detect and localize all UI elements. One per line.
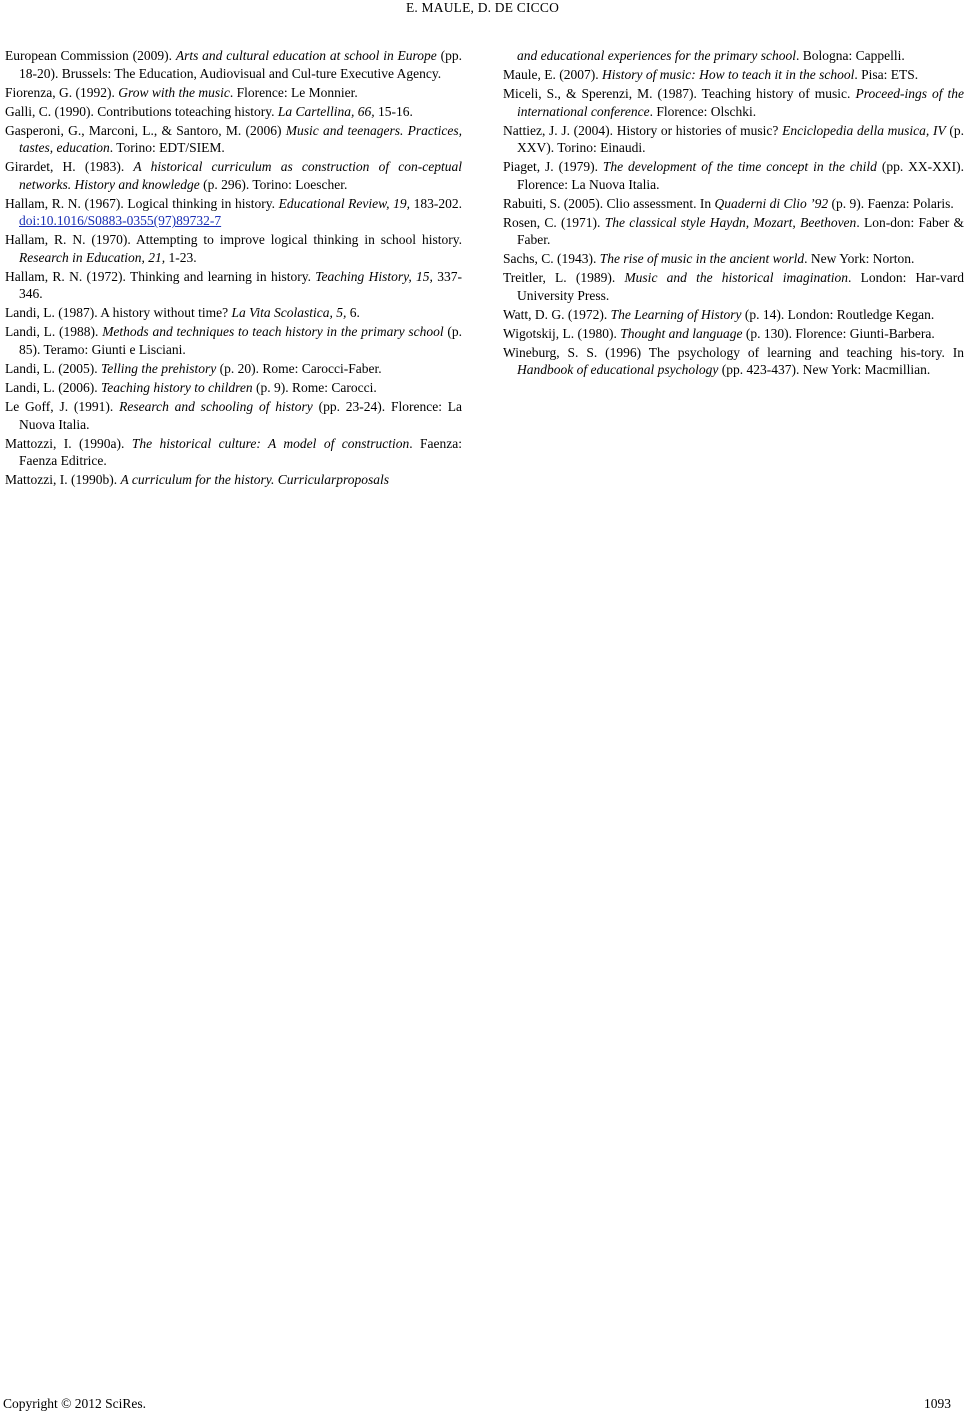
reference-title: Thought and language [620, 325, 743, 341]
reference-text: European Commission (2009). [5, 48, 176, 63]
reference-entry [503, 85, 964, 120]
reference-details: (p. 85). Teramo: Giunti e Lisciani. [19, 324, 463, 358]
reference-entry [5, 268, 462, 303]
reference-title: Handbook of educational psychology [517, 362, 719, 378]
reference-title: History of music: How to teach it in the school [601, 66, 855, 82]
reference-text: Fiorenza, G. (1992). [5, 84, 119, 100]
reference-entry [503, 158, 964, 193]
reference-text: Landi, L. (1988). [5, 324, 103, 340]
reference-details: . London: Har-vard University Press. [517, 270, 964, 303]
reference-title: Educational Review, 19, [278, 195, 411, 211]
reference-entry [503, 122, 964, 157]
reference-details: 6. [346, 305, 360, 321]
reference-details: (pp. 423-437). New York: Macmillian. [718, 362, 931, 378]
reference-text: Landi, L. (2006). [5, 379, 101, 395]
reference-title: The development of the time concept in the child [602, 159, 877, 175]
reference-entry [5, 304, 462, 322]
reference-text: Nattiez, J. J. (2004). History or histories of music? [503, 122, 783, 138]
reference-details: (p. 130). Florence: Giunti-Barbera. [742, 325, 935, 341]
reference-entry [503, 214, 964, 249]
reference-text: Rabuiti, S. (2005). Clio assessment. In [503, 195, 715, 211]
reference-title: La Vita Scolastica, 5, [231, 305, 347, 321]
reference-text: Landi, L. (2005). [5, 361, 101, 376]
reference-text: Girardet, H. (1983). [5, 159, 134, 175]
reference-title: A historical curriculum as construction of con-ceptual networks. History and knowledge [19, 159, 462, 192]
reference-details: 183-202. [410, 195, 462, 211]
reference-title: A curriculum for the history. Curricularproposals [120, 472, 389, 488]
reference-entry [5, 231, 462, 266]
reference-entry [5, 435, 462, 470]
reference-details: (pp. XX-XXI). Florence: La Nuova Italia. [517, 159, 965, 192]
reference-text: Hallam, R. N. (1972). Thinking and learning in history. [5, 268, 316, 284]
reference-details: 337-346. [19, 268, 462, 302]
reference-title: The historical culture: A model of construction [131, 435, 410, 451]
reference-title: Arts and cultural education at school in Europe [175, 48, 437, 63]
reference-details: (pp. 18-20). Brussels: The Education, Audiovisual and Cul-ture Executive Agency. [19, 48, 463, 81]
reference-details: . New York: Norton. [804, 251, 915, 267]
reference-entry [503, 195, 964, 213]
reference-text: Mattozzi, I. (1990a). [5, 435, 132, 451]
reference-entry [5, 122, 462, 157]
reference-title: The rise of music in the ancient world [599, 251, 805, 267]
reference-text: Piaget, J. (1979). [503, 159, 603, 175]
reference-title: The classical style Haydn, Mozart, Beethoven [604, 214, 857, 230]
reference-text: Le Goff, J. (1991). [5, 398, 120, 414]
reference-entry [503, 344, 964, 379]
reference-entry [5, 195, 462, 230]
reference-details: (p. 296). Torino: Loescher. [199, 176, 348, 192]
reference-text: Galli, C. (1990). Contributions toteaching history. [5, 103, 278, 119]
reference-title: Research and schooling of history [119, 398, 313, 414]
reference-text: Hallam, R. N. (1970). Attempting to improve logical thinking in school history. [5, 232, 462, 248]
reference-title: Research in Education, 21, [19, 249, 166, 265]
page-number: 1093 [924, 1396, 951, 1411]
running-head: E. MAULE, D. DE CICCO [405, 0, 560, 15]
reference-entry [5, 47, 462, 82]
reference-title: La Cartellina, 66, [277, 103, 375, 119]
reference-text: Miceli, S., & Sperenzi, M. (1987). Teaching history of music. [503, 85, 856, 101]
reference-title: Enciclopedia della musica, IV [782, 122, 946, 138]
reference-details: (p. XXV). Torino: Einaudi. [517, 122, 965, 156]
reference-details: . Pisa: ETS. [854, 66, 919, 82]
reference-entry [503, 269, 964, 304]
reference-text: Rosen, C. (1971). [503, 214, 605, 230]
reference-details: (p. 14). London: Routledge Kegan. [741, 306, 935, 322]
reference-entry [503, 66, 964, 84]
reference-text: Treitler, L. (1989). [503, 270, 625, 286]
reference-entry [503, 47, 964, 65]
reference-text: Sachs, C. (1943). [503, 251, 600, 267]
reference-details: . Lon-don: Faber & Faber. [517, 214, 965, 248]
reference-entry [5, 158, 462, 193]
reference-title: The Learning of History [610, 306, 742, 322]
reference-details: 1-23. [165, 249, 197, 265]
reference-entry [5, 360, 462, 378]
doi-link[interactable]: doi:10.1016/S0883-0355(97)89732-7 [19, 213, 222, 229]
reference-details: . Torino: EDT/SIEM. [109, 140, 225, 156]
reference-entry [503, 306, 964, 324]
reference-entry [5, 84, 462, 102]
reference-title: Music and teenagers. Practices, tastes, education [19, 122, 462, 156]
reference-details: (p. 9). Rome: Carocci. [252, 379, 377, 395]
reference-title: and educational experiences for the primary school [517, 48, 796, 63]
reference-details: . Bologna: Cappelli. [795, 48, 905, 63]
reference-entry [5, 103, 462, 121]
reference-entry [503, 250, 964, 268]
reference-title: Proceed-ings of the international conference [517, 85, 965, 119]
references-right-column [503, 47, 964, 380]
reference-details: . Florence: Olschki. [649, 103, 757, 119]
reference-text: Hallam, R. N. (1967). Logical thinking in history. [5, 195, 279, 211]
reference-title: Teaching history to children [100, 379, 253, 395]
reference-text: Gasperoni, G., Marconi, L., & Santoro, M. (2006) [5, 122, 286, 138]
copyright-notice: Copyright © 2012 SciRes. [3, 1396, 147, 1411]
reference-text: Wigotskij, L. (1980). [503, 325, 621, 341]
reference-details: (pp. 23-24). Florence: La Nuova Italia. [19, 398, 462, 432]
reference-title: Music and the historical imagination [624, 270, 848, 286]
reference-text: Watt, D. G. (1972). [503, 306, 611, 322]
reference-entry [5, 323, 462, 358]
reference-text: Wineburg, S. S. (1996) The psychology of learning and teaching his-tory. In [503, 344, 964, 360]
reference-details: . Florence: Le Monnier. [229, 84, 358, 100]
reference-text: Maule, E. (2007). [503, 66, 602, 82]
reference-text: Mattozzi, I. (1990b). [5, 472, 121, 488]
reference-title: Teaching History, 15, [315, 268, 433, 284]
reference-title: Grow with the music [118, 84, 230, 100]
reference-title: Telling the prehistory [100, 361, 217, 376]
reference-title: Methods and techniques to teach history in the primary school [102, 324, 444, 340]
references-left-column [5, 47, 462, 490]
reference-entry [5, 379, 462, 397]
reference-details: (p. 20). Rome: Carocci-Faber. [216, 361, 382, 376]
reference-entry [503, 325, 964, 343]
reference-details: (p. 9). Faenza: Polaris. [828, 195, 954, 211]
reference-entry [5, 471, 462, 489]
reference-details: 15-16. [374, 103, 413, 119]
reference-title: Quaderni di Clio ’92 [714, 195, 829, 211]
reference-details: . Faenza: Faenza Editrice. [19, 435, 462, 469]
reference-text: Landi, L. (1987). A history without time? [5, 305, 232, 321]
reference-entry [5, 398, 462, 433]
